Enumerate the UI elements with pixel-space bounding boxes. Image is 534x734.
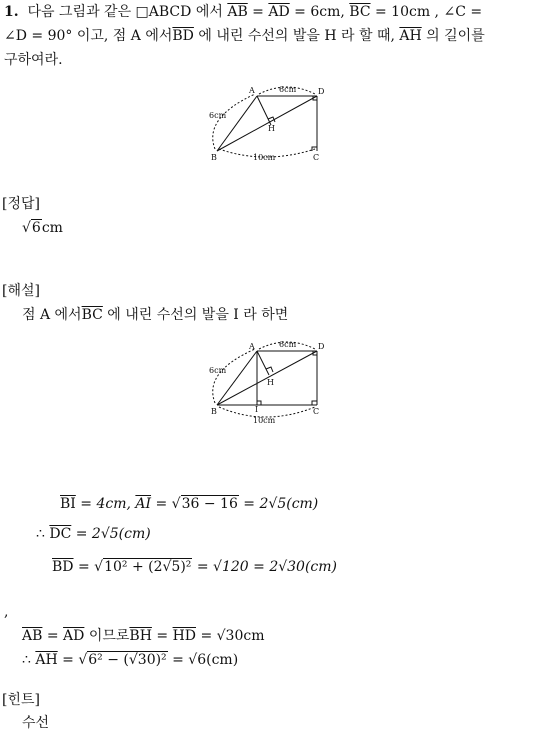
answer-header: [정답] — [2, 196, 40, 212]
label-a: A — [249, 86, 255, 95]
diagonal-bd — [217, 96, 317, 151]
problem-number: 1. — [4, 4, 19, 20]
side-ab — [217, 96, 257, 151]
label-bottom-10cm: 10cm — [253, 416, 276, 425]
perpendicular-ah — [257, 96, 271, 125]
label-b: B — [211, 407, 217, 416]
hint-header: [힌트] — [2, 692, 40, 708]
math-line-4: $\overline{AB} = \overline{AD}$ 이므로$\overline{BH} = \overline{HD} = √30cm$ — [22, 628, 265, 644]
label-a: A — [249, 342, 255, 351]
label-b: B — [211, 153, 217, 162]
figure-quadrilateral-2 — [205, 337, 325, 427]
math-line-1: $\overline{BI} = 4cm$, $\overline{AI} = √36 - 16 = 2√5(cm)$ — [60, 496, 319, 512]
hint-text: 수선 — [22, 715, 50, 731]
problem-line-1: 1. 다음 그림과 같은 □ABCD 에서 $\overline{AB} = \overline{AD} = 6cm$, $\overline{BC} = 10cm$ , ∠C = — [4, 4, 483, 20]
math-line-3: $\overline{BD} = √10^2 + (2√5)^2 = √120 = 2√30(cm)$ — [52, 559, 338, 575]
answer-value: √6cm — [22, 220, 63, 236]
label-h: H — [268, 124, 275, 133]
explanation-intro: 점 A 에서$\overline{BC}$ 에 내린 수선의 발을 I 라 하면 — [22, 307, 289, 323]
label-h: H — [267, 378, 274, 387]
label-top-6cm: 6cm — [279, 85, 297, 94]
math-line-5: ∴ $\overline{AH} = √6^2 - (√30)^2 = √6(cm)$ — [22, 652, 239, 668]
explanation-header: [해설] — [2, 283, 40, 299]
problem-line-2: ∠D = 90° 이고, 점 A 에서$\overline{BD}$ 에 내린 수선의 발을 H 라 할 때, $\overline{AH}$ 의 길이를 — [4, 28, 485, 44]
label-left-6cm: 6cm — [209, 366, 227, 375]
label-c: C — [313, 153, 320, 162]
label-c: C — [313, 407, 320, 416]
math-line-2: ∴ $\overline{DC} = 2√5(cm)$ — [36, 526, 151, 542]
label-bottom-10cm: 10cm — [253, 153, 276, 162]
problem-line-3: 구하여라. — [4, 52, 63, 68]
label-left-6cm: 6cm — [209, 111, 227, 120]
label-top-6cm: 6cm — [279, 340, 297, 349]
label-d: D — [318, 87, 325, 96]
math-comma: , — [4, 604, 9, 620]
figure-quadrilateral-1 — [205, 83, 325, 165]
label-i: I — [255, 405, 259, 414]
label-d: D — [318, 342, 325, 351]
